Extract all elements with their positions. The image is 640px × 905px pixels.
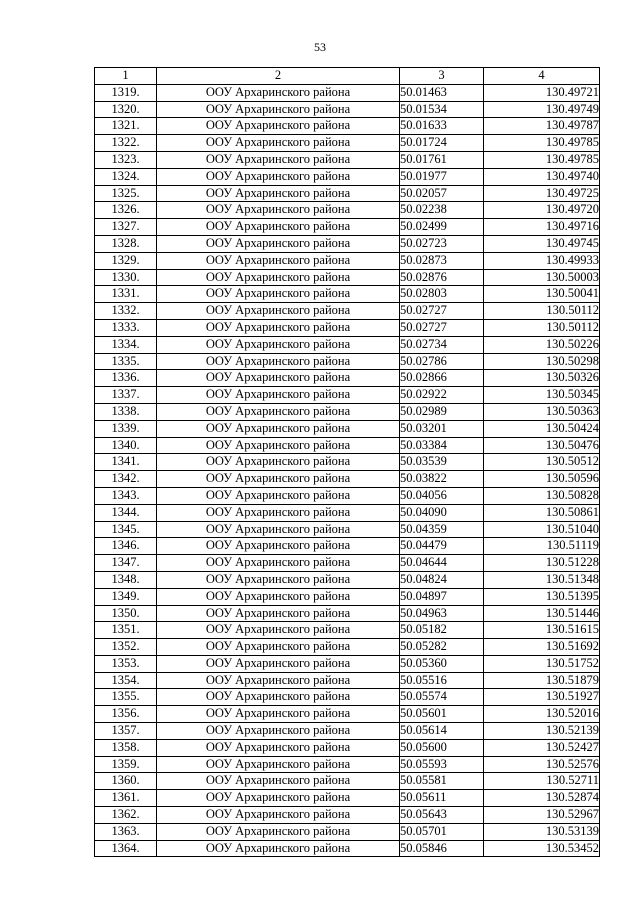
latitude-cell: 50.05182: [400, 622, 484, 639]
row-number-cell: 1349.: [95, 588, 157, 605]
table-row: [95, 101, 600, 118]
organization-name-cell: ООУ Архаринского района: [157, 336, 400, 353]
table-row: [95, 370, 600, 387]
table-row: [95, 538, 600, 555]
row-number-cell: 1328.: [95, 235, 157, 252]
table-row: [95, 555, 600, 572]
table-row: [95, 252, 600, 269]
longitude-cell: 130.50112: [484, 319, 600, 336]
longitude-cell: 130.49716: [484, 219, 600, 236]
table-row: [95, 403, 600, 420]
longitude-cell: 130.50345: [484, 387, 600, 404]
organization-name-cell: ООУ Архаринского района: [157, 151, 400, 168]
latitude-cell: 50.02876: [400, 269, 484, 286]
table-row: [95, 118, 600, 135]
longitude-cell: 130.50112: [484, 303, 600, 320]
longitude-cell: 130.50003: [484, 269, 600, 286]
latitude-cell: 50.05516: [400, 672, 484, 689]
table-row: [95, 487, 600, 504]
row-number-cell: 1331.: [95, 286, 157, 303]
organization-name-cell: ООУ Архаринского района: [157, 118, 400, 135]
row-number-cell: 1332.: [95, 303, 157, 320]
row-number-cell: 1327.: [95, 219, 157, 236]
latitude-cell: 50.05701: [400, 823, 484, 840]
organization-name-cell: ООУ Архаринского района: [157, 252, 400, 269]
longitude-cell: 130.49720: [484, 202, 600, 219]
organization-name-cell: ООУ Архаринского района: [157, 219, 400, 236]
organization-name-cell: ООУ Архаринского района: [157, 168, 400, 185]
longitude-cell: 130.51752: [484, 655, 600, 672]
latitude-cell: 50.05581: [400, 773, 484, 790]
latitude-cell: 50.02238: [400, 202, 484, 219]
latitude-cell: 50.02866: [400, 370, 484, 387]
latitude-cell: 50.02057: [400, 185, 484, 202]
row-number-cell: 1326.: [95, 202, 157, 219]
table-row: [95, 622, 600, 639]
table-row: [95, 639, 600, 656]
row-number-cell: 1362.: [95, 807, 157, 824]
longitude-cell: 130.52711: [484, 773, 600, 790]
row-number-cell: 1338.: [95, 403, 157, 420]
longitude-cell: 130.52874: [484, 790, 600, 807]
coordinates-table: [94, 67, 600, 857]
table-row: [95, 235, 600, 252]
table-row: [95, 756, 600, 773]
longitude-cell: 130.49933: [484, 252, 600, 269]
longitude-cell: 130.50363: [484, 403, 600, 420]
organization-name-cell: ООУ Архаринского района: [157, 655, 400, 672]
latitude-cell: 50.05574: [400, 689, 484, 706]
longitude-cell: 130.50298: [484, 353, 600, 370]
latitude-cell: 50.05614: [400, 723, 484, 740]
longitude-cell: 130.52016: [484, 706, 600, 723]
table-header: [95, 68, 600, 85]
table-row: [95, 219, 600, 236]
organization-name-cell: ООУ Архаринского района: [157, 471, 400, 488]
row-number-cell: 1350.: [95, 605, 157, 622]
row-number-cell: 1343.: [95, 487, 157, 504]
organization-name-cell: ООУ Архаринского района: [157, 437, 400, 454]
organization-name-cell: ООУ Архаринского района: [157, 454, 400, 471]
organization-name-cell: ООУ Архаринского района: [157, 723, 400, 740]
row-number-cell: 1355.: [95, 689, 157, 706]
longitude-cell: 130.51348: [484, 571, 600, 588]
organization-name-cell: ООУ Архаринского района: [157, 807, 400, 824]
row-number-cell: 1339.: [95, 420, 157, 437]
table-row: [95, 588, 600, 605]
longitude-cell: 130.49725: [484, 185, 600, 202]
organization-name-cell: ООУ Архаринского района: [157, 319, 400, 336]
latitude-cell: 50.05600: [400, 739, 484, 756]
organization-name-cell: ООУ Архаринского района: [157, 101, 400, 118]
row-number-cell: 1352.: [95, 639, 157, 656]
organization-name-cell: ООУ Архаринского района: [157, 504, 400, 521]
row-number-cell: 1344.: [95, 504, 157, 521]
row-number-cell: 1361.: [95, 790, 157, 807]
latitude-cell: 50.02727: [400, 303, 484, 320]
table-row: [95, 303, 600, 320]
organization-name-cell: ООУ Архаринского района: [157, 773, 400, 790]
latitude-cell: 50.02873: [400, 252, 484, 269]
latitude-cell: 50.02499: [400, 219, 484, 236]
longitude-cell: 130.51692: [484, 639, 600, 656]
latitude-cell: 50.05360: [400, 655, 484, 672]
longitude-cell: 130.49721: [484, 84, 600, 101]
table-row: [95, 790, 600, 807]
organization-name-cell: ООУ Архаринского района: [157, 387, 400, 404]
row-number-cell: 1323.: [95, 151, 157, 168]
longitude-cell: 130.51119: [484, 538, 600, 555]
organization-name-cell: ООУ Архаринского района: [157, 706, 400, 723]
column-header-2: 2: [157, 68, 400, 85]
organization-name-cell: ООУ Архаринского района: [157, 672, 400, 689]
longitude-cell: 130.52967: [484, 807, 600, 824]
row-number-cell: 1351.: [95, 622, 157, 639]
organization-name-cell: ООУ Архаринского района: [157, 420, 400, 437]
table-row: [95, 319, 600, 336]
row-number-cell: 1322.: [95, 135, 157, 152]
table-row: [95, 336, 600, 353]
longitude-cell: 130.51446: [484, 605, 600, 622]
longitude-cell: 130.49787: [484, 118, 600, 135]
table-row: [95, 504, 600, 521]
longitude-cell: 130.53139: [484, 823, 600, 840]
longitude-cell: 130.50041: [484, 286, 600, 303]
latitude-cell: 50.04897: [400, 588, 484, 605]
longitude-cell: 130.51927: [484, 689, 600, 706]
latitude-cell: 50.02727: [400, 319, 484, 336]
table-row: [95, 387, 600, 404]
table-row: [95, 723, 600, 740]
table-row: [95, 437, 600, 454]
organization-name-cell: ООУ Архаринского района: [157, 403, 400, 420]
table-row: [95, 420, 600, 437]
organization-name-cell: ООУ Архаринского района: [157, 756, 400, 773]
table-row: [95, 807, 600, 824]
latitude-cell: 50.05282: [400, 639, 484, 656]
longitude-cell: 130.51395: [484, 588, 600, 605]
organization-name-cell: ООУ Архаринского района: [157, 790, 400, 807]
organization-name-cell: ООУ Архаринского района: [157, 605, 400, 622]
row-number-cell: 1320.: [95, 101, 157, 118]
organization-name-cell: ООУ Архаринского района: [157, 185, 400, 202]
latitude-cell: 50.02723: [400, 235, 484, 252]
row-number-cell: 1357.: [95, 723, 157, 740]
latitude-cell: 50.04090: [400, 504, 484, 521]
table-row: [95, 689, 600, 706]
longitude-cell: 130.49745: [484, 235, 600, 252]
row-number-cell: 1348.: [95, 571, 157, 588]
row-number-cell: 1321.: [95, 118, 157, 135]
longitude-cell: 130.51879: [484, 672, 600, 689]
table-row: [95, 168, 600, 185]
row-number-cell: 1342.: [95, 471, 157, 488]
latitude-cell: 50.02734: [400, 336, 484, 353]
latitude-cell: 50.02803: [400, 286, 484, 303]
table-row: [95, 135, 600, 152]
row-number-cell: 1330.: [95, 269, 157, 286]
longitude-cell: 130.52576: [484, 756, 600, 773]
organization-name-cell: ООУ Архаринского района: [157, 303, 400, 320]
latitude-cell: 50.04479: [400, 538, 484, 555]
latitude-cell: 50.03539: [400, 454, 484, 471]
longitude-cell: 130.52427: [484, 739, 600, 756]
row-number-cell: 1325.: [95, 185, 157, 202]
table-row: [95, 706, 600, 723]
latitude-cell: 50.01977: [400, 168, 484, 185]
row-number-cell: 1340.: [95, 437, 157, 454]
latitude-cell: 50.04359: [400, 521, 484, 538]
table-row: [95, 655, 600, 672]
organization-name-cell: ООУ Архаринского района: [157, 84, 400, 101]
longitude-cell: 130.49785: [484, 151, 600, 168]
longitude-cell: 130.49749: [484, 101, 600, 118]
organization-name-cell: ООУ Архаринского района: [157, 370, 400, 387]
latitude-cell: 50.04963: [400, 605, 484, 622]
latitude-cell: 50.01761: [400, 151, 484, 168]
longitude-cell: 130.50476: [484, 437, 600, 454]
organization-name-cell: ООУ Архаринского района: [157, 622, 400, 639]
column-header-1: 1: [95, 68, 157, 85]
table-row: [95, 454, 600, 471]
row-number-cell: 1324.: [95, 168, 157, 185]
longitude-cell: 130.50326: [484, 370, 600, 387]
longitude-cell: 130.51040: [484, 521, 600, 538]
row-number-cell: 1345.: [95, 521, 157, 538]
longitude-cell: 130.49740: [484, 168, 600, 185]
table-row: [95, 202, 600, 219]
table-row: [95, 739, 600, 756]
latitude-cell: 50.02989: [400, 403, 484, 420]
latitude-cell: 50.03201: [400, 420, 484, 437]
table-row: [95, 605, 600, 622]
table-row: [95, 353, 600, 370]
longitude-cell: 130.50512: [484, 454, 600, 471]
table-row: [95, 269, 600, 286]
header-row: [95, 68, 600, 85]
organization-name-cell: ООУ Архаринского района: [157, 588, 400, 605]
row-number-cell: 1353.: [95, 655, 157, 672]
organization-name-cell: ООУ Архаринского района: [157, 739, 400, 756]
longitude-cell: 130.53452: [484, 840, 600, 857]
latitude-cell: 50.01724: [400, 135, 484, 152]
latitude-cell: 50.04056: [400, 487, 484, 504]
column-header-4: 4: [484, 68, 600, 85]
organization-name-cell: ООУ Архаринского района: [157, 487, 400, 504]
organization-name-cell: ООУ Архаринского района: [157, 538, 400, 555]
organization-name-cell: ООУ Архаринского района: [157, 555, 400, 572]
latitude-cell: 50.02922: [400, 387, 484, 404]
table-row: [95, 286, 600, 303]
longitude-cell: 130.50828: [484, 487, 600, 504]
organization-name-cell: ООУ Архаринского района: [157, 571, 400, 588]
row-number-cell: 1329.: [95, 252, 157, 269]
latitude-cell: 50.05593: [400, 756, 484, 773]
longitude-cell: 130.51228: [484, 555, 600, 572]
latitude-cell: 50.03384: [400, 437, 484, 454]
organization-name-cell: ООУ Архаринского района: [157, 269, 400, 286]
latitude-cell: 50.05643: [400, 807, 484, 824]
latitude-cell: 50.05601: [400, 706, 484, 723]
longitude-cell: 130.52139: [484, 723, 600, 740]
row-number-cell: 1359.: [95, 756, 157, 773]
organization-name-cell: ООУ Архаринского района: [157, 353, 400, 370]
row-number-cell: 1334.: [95, 336, 157, 353]
row-number-cell: 1341.: [95, 454, 157, 471]
row-number-cell: 1333.: [95, 319, 157, 336]
row-number-cell: 1358.: [95, 739, 157, 756]
organization-name-cell: ООУ Архаринского района: [157, 521, 400, 538]
row-number-cell: 1363.: [95, 823, 157, 840]
table-row: [95, 571, 600, 588]
organization-name-cell: ООУ Архаринского района: [157, 840, 400, 857]
longitude-cell: 130.50226: [484, 336, 600, 353]
row-number-cell: 1347.: [95, 555, 157, 572]
longitude-cell: 130.50424: [484, 420, 600, 437]
table-row: [95, 185, 600, 202]
row-number-cell: 1354.: [95, 672, 157, 689]
table-row: [95, 773, 600, 790]
table-row: [95, 672, 600, 689]
latitude-cell: 50.02786: [400, 353, 484, 370]
organization-name-cell: ООУ Архаринского района: [157, 286, 400, 303]
organization-name-cell: ООУ Архаринского района: [157, 235, 400, 252]
row-number-cell: 1356.: [95, 706, 157, 723]
latitude-cell: 50.04644: [400, 555, 484, 572]
latitude-cell: 50.03822: [400, 471, 484, 488]
table-row: [95, 84, 600, 101]
organization-name-cell: ООУ Архаринского района: [157, 689, 400, 706]
longitude-cell: 130.51615: [484, 622, 600, 639]
longitude-cell: 130.49785: [484, 135, 600, 152]
column-header-3: 3: [400, 68, 484, 85]
organization-name-cell: ООУ Архаринского района: [157, 202, 400, 219]
page-number: 53: [314, 40, 326, 54]
row-number-cell: 1319.: [95, 84, 157, 101]
row-number-cell: 1336.: [95, 370, 157, 387]
row-number-cell: 1335.: [95, 353, 157, 370]
latitude-cell: 50.05611: [400, 790, 484, 807]
latitude-cell: 50.01534: [400, 101, 484, 118]
latitude-cell: 50.05846: [400, 840, 484, 857]
longitude-cell: 130.50861: [484, 504, 600, 521]
latitude-cell: 50.01633: [400, 118, 484, 135]
latitude-cell: 50.01463: [400, 84, 484, 101]
table-row: [95, 471, 600, 488]
longitude-cell: 130.50596: [484, 471, 600, 488]
row-number-cell: 1337.: [95, 387, 157, 404]
table-row: [95, 521, 600, 538]
row-number-cell: 1346.: [95, 538, 157, 555]
row-number-cell: 1360.: [95, 773, 157, 790]
row-number-cell: 1364.: [95, 840, 157, 857]
table-row: [95, 151, 600, 168]
table-body: [95, 84, 600, 857]
organization-name-cell: ООУ Архаринского района: [157, 135, 400, 152]
table-row: [95, 840, 600, 857]
table-row: [95, 823, 600, 840]
organization-name-cell: ООУ Архаринского района: [157, 639, 400, 656]
organization-name-cell: ООУ Архаринского района: [157, 823, 400, 840]
latitude-cell: 50.04824: [400, 571, 484, 588]
